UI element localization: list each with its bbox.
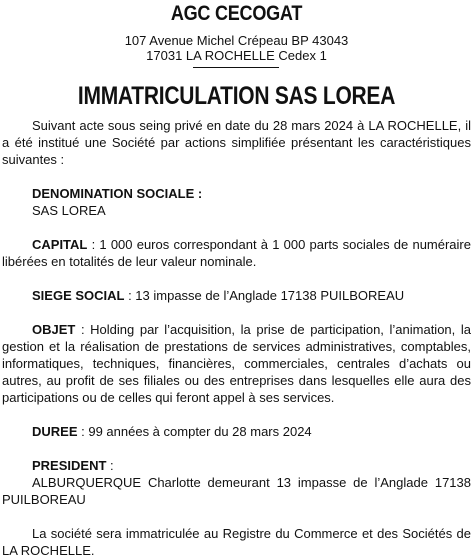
spacer [2, 270, 471, 287]
spacer [2, 440, 471, 457]
siege-label: SIEGE SOCIAL [32, 288, 125, 303]
notice-headline: IMMATRICULATION SAS LOREA [77, 82, 396, 110]
duree-label: DUREE [32, 424, 78, 439]
address-line-1: 107 Avenue Michel Crépeau BP 43043 [124, 33, 349, 48]
siege-value: : 13 impasse de l’Anglade 17138 PUILBOREAU [124, 288, 405, 303]
siege-section [2, 287, 471, 304]
president-label-suffix: : [106, 458, 114, 473]
denomination-section [2, 185, 471, 219]
duree-value: : 99 années à compter du 28 mars 2024 [77, 424, 312, 439]
notice-body [2, 117, 471, 559]
spacer [2, 304, 471, 321]
address-line-2: 17031 LA ROCHELLE Cedex 1 [146, 48, 327, 63]
capital-section [2, 236, 471, 270]
denomination-value: SAS LOREA [32, 203, 106, 218]
objet-label: OBJET [32, 322, 76, 337]
president-heading [2, 457, 471, 474]
objet-value: : Holding par l’acquisition, la prise de participation, l’animation, la gestion et la réalisation de prestations de services administratives, comptables, informatiques, techniques, financières, commerciales, centrales d’achats ou autres, au profit de ses filiales ou des entreprises dans lesquelles elle aura des participations ou de celles qui feront appel à ses services. [2, 322, 471, 405]
spacer [2, 406, 471, 423]
firm-name: AGC CECOGAT [170, 2, 303, 25]
duree-section [2, 423, 471, 440]
denomination-label: DENOMINATION SOCIALE : [32, 186, 203, 201]
spacer [2, 219, 471, 236]
capital-value: : 1 000 euros correspondant à 1 000 parts sociales de numéraire libérées en totalités de leur valeur nominale. [2, 237, 471, 269]
president-label: PRESIDENT [32, 458, 107, 473]
capital-label: CAPITAL [32, 237, 88, 252]
spacer [2, 168, 471, 185]
header-divider [193, 67, 279, 68]
closing-paragraph: La société sera immatriculée au Registre du Commerce et des Sociétés de LA ROCHELLE. [2, 526, 471, 558]
spacer [2, 508, 471, 525]
objet-section [2, 321, 471, 406]
president-value: ALBURQUERQUE Charlotte demeurant 13 impasse de l’Anglade 17138 PUILBOREAU [2, 475, 471, 507]
intro-paragraph: Suivant acte sous seing privé en date du 28 mars 2024 à LA ROCHELLE, il a été institué une Société par actions simplifiée présentant les caractéristiques suivantes : [2, 118, 471, 167]
